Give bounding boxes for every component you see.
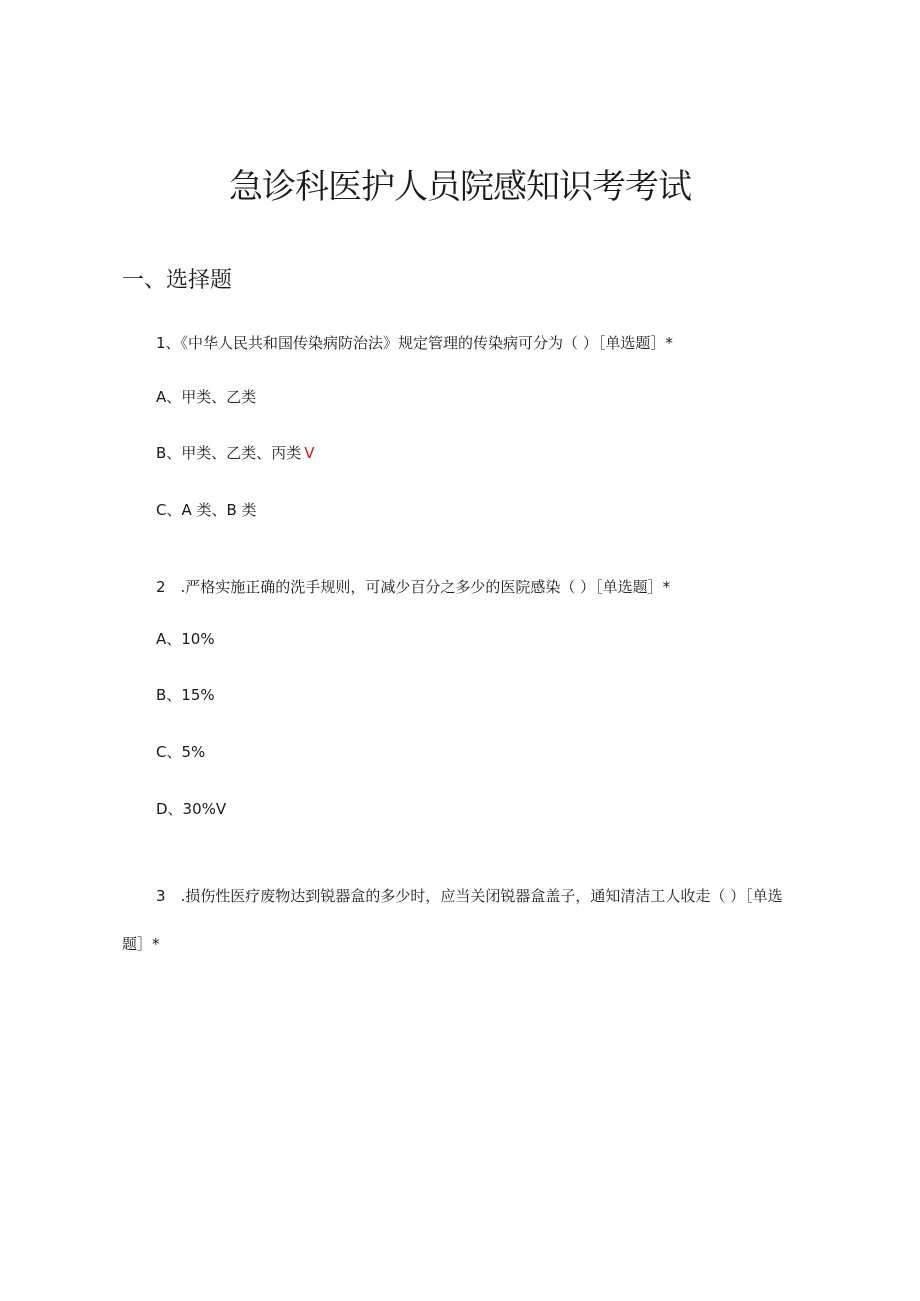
option-text: D、30% <box>156 800 216 818</box>
question-1-option-a[interactable]: A、甲类、乙类 <box>156 388 257 406</box>
option-text: B、甲类、乙类、丙类 <box>156 444 302 462</box>
section-heading: 一、选择题 <box>122 268 233 293</box>
question-2-option-d[interactable] <box>156 798 226 820</box>
question-2-option-b[interactable]: B、15% <box>156 686 215 704</box>
correct-answer-mark: V <box>304 444 315 462</box>
correct-answer-mark: V <box>215 800 227 818</box>
question-2-option-a[interactable]: A、10% <box>156 630 215 648</box>
page-title: 急诊科医护人员院感知识考考试 <box>229 167 691 207</box>
question-2-stem: 2 .严格实施正确的洗手规则，可减少百分之多少的医院感染（ ）［单选题］* <box>156 578 671 596</box>
question-3-stem: 3 .损伤性医疗废物达到锐器盒的多少时，应当关闭锐器盒盖子，通知清洁工人收走（ ）［单选题］* <box>122 887 783 953</box>
question-1-option-c[interactable]: C、A 类、B 类 <box>156 501 257 519</box>
question-2-option-c[interactable]: C、5% <box>156 743 206 761</box>
question-1-stem: 1、《中华人民共和国传染病防治法》规定管理的传染病可分为（ ）［单选题］* <box>156 334 673 352</box>
question-1-option-b[interactable] <box>156 442 315 464</box>
